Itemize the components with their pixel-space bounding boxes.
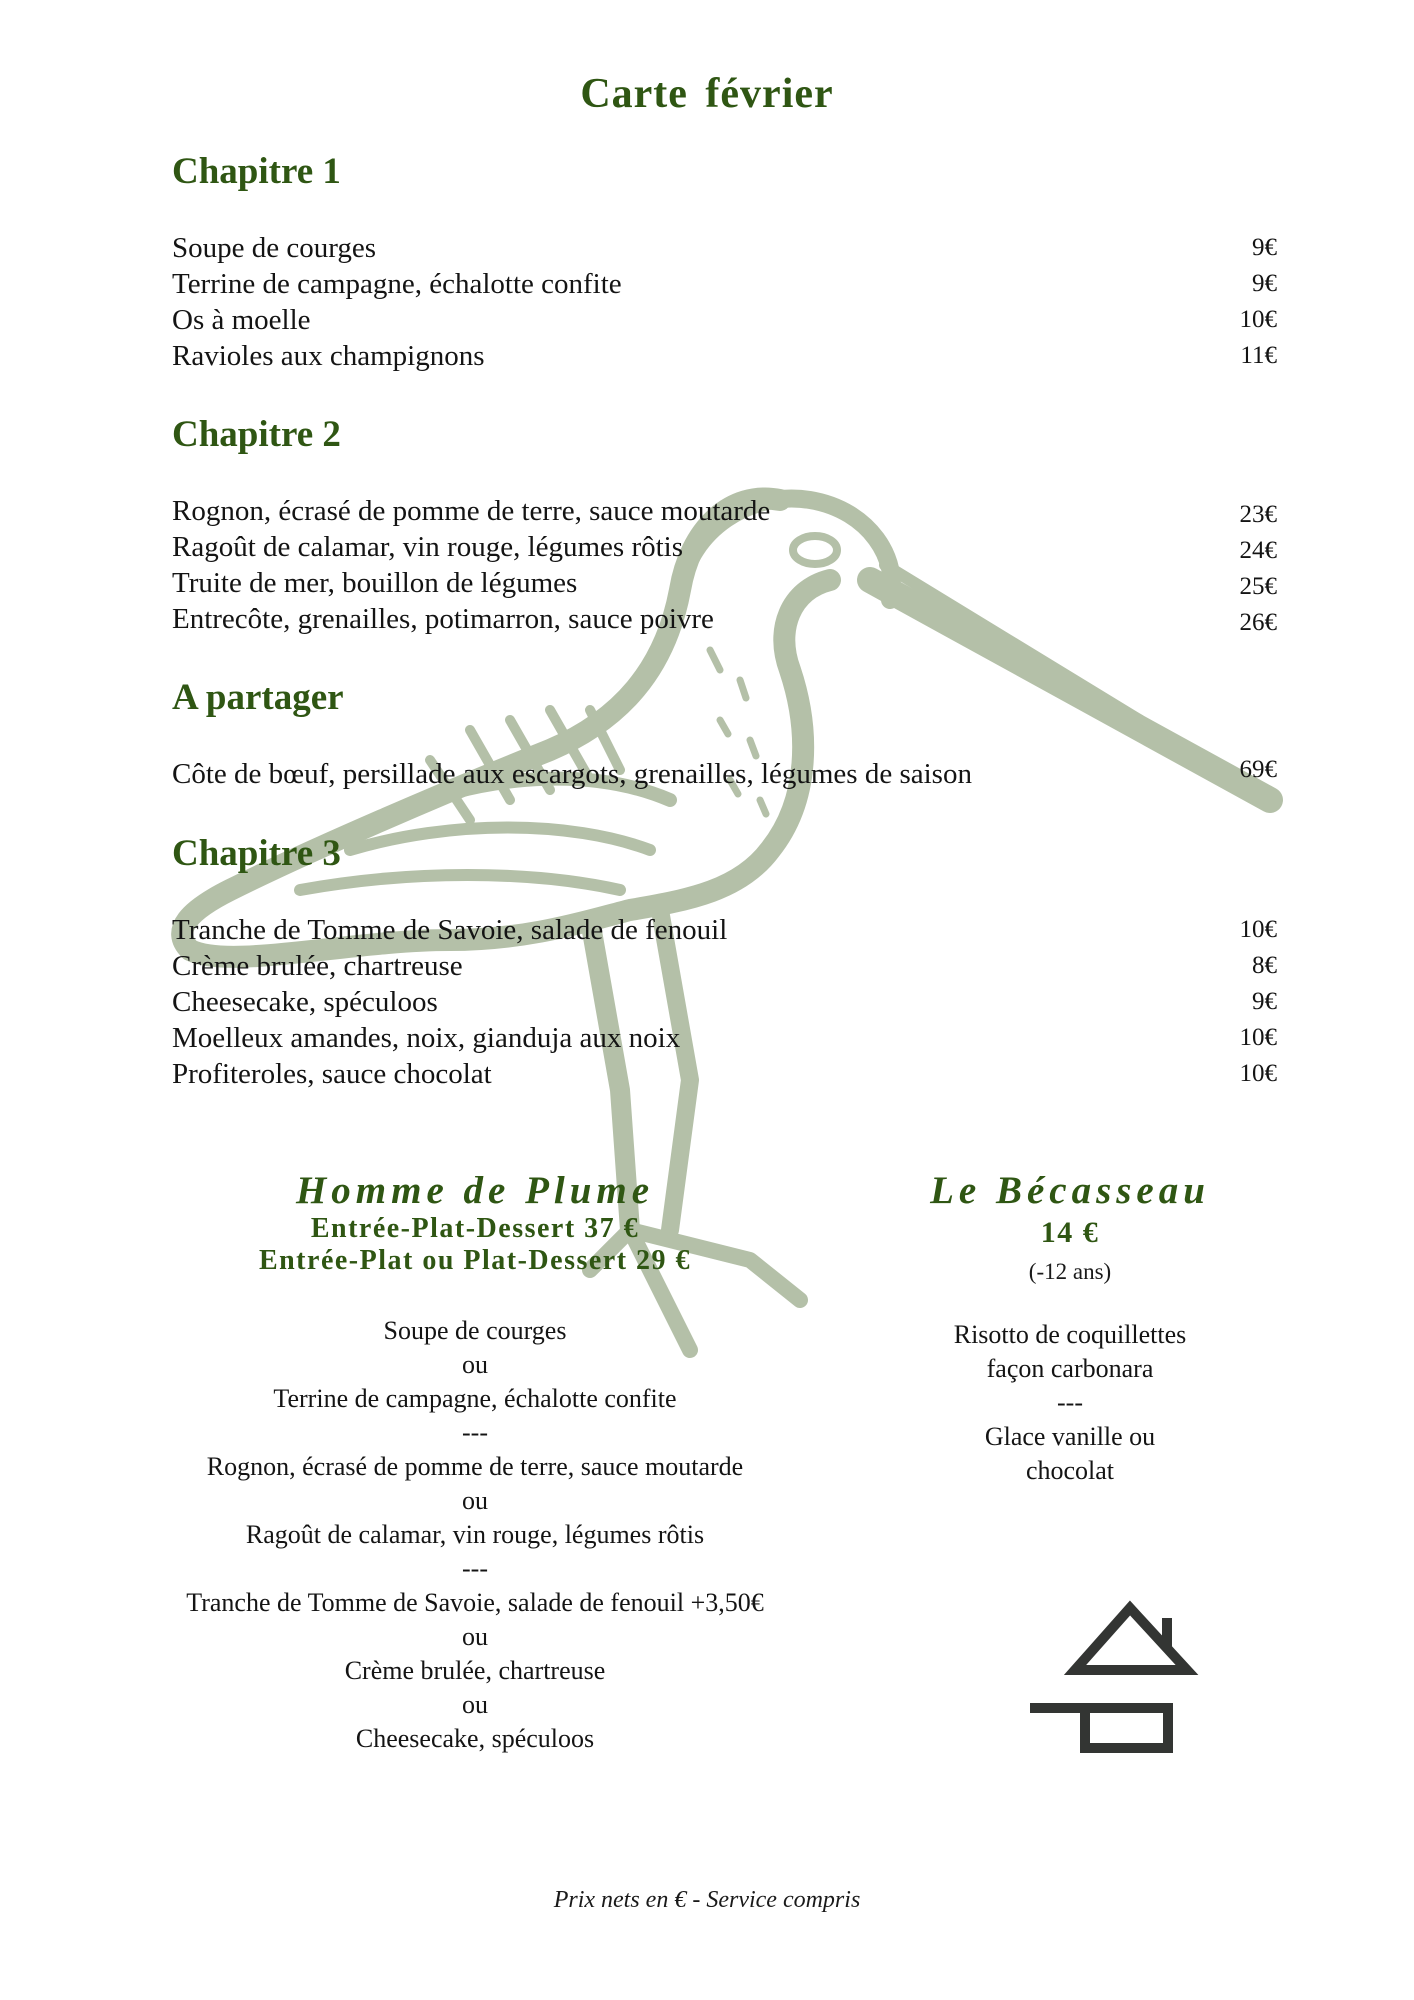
section-title-chapitre-2: Chapitre 2: [172, 414, 341, 455]
course-separator: ---: [462, 1554, 488, 1583]
course-line: Terrine de campagne, échalotte confite: [273, 1384, 677, 1413]
menu-item: [172, 268, 1277, 304]
section-title-a-partager: A partager: [172, 677, 344, 718]
item-name: Cheesecake, spéculoos: [172, 986, 438, 1018]
item-name: Ravioles aux champignons: [172, 340, 485, 372]
formula-homme-de-plume: [150, 1168, 800, 1277]
item-price: 10€: [1239, 306, 1277, 333]
menu-item: [172, 495, 1277, 531]
fait-maison-house-icon: [1020, 1600, 1210, 1760]
formula-age-note: (-12 ans): [1028, 1259, 1112, 1284]
course-line: chocolat: [1025, 1456, 1115, 1485]
course-line: Ragoût de calamar, vin rouge, légumes rôtis: [245, 1520, 705, 1549]
item-name: Os à moelle: [172, 304, 311, 336]
formula-price-two-courses: Entrée-Plat ou Plat-Dessert 29 €: [258, 1245, 692, 1276]
formula-le-becasseau: [900, 1168, 1240, 1285]
menu-item: [172, 914, 1277, 950]
course-separator: ou: [462, 1486, 488, 1515]
menu-item: [172, 340, 1277, 376]
course-line: Crème brulée, chartreuse: [344, 1656, 606, 1685]
item-price: 10€: [1239, 1060, 1277, 1087]
course-line: Cheesecake, spéculoos: [355, 1724, 595, 1753]
item-price: 8€: [1252, 952, 1277, 979]
item-name: Rognon, écrasé de pomme de terre, sauce moutarde: [172, 495, 771, 527]
item-name: Moelleux amandes, noix, gianduja aux noix: [172, 1022, 681, 1054]
course-separator: ou: [462, 1690, 488, 1719]
course-line: Risotto de coquillettes: [953, 1320, 1187, 1349]
course-separator: ---: [462, 1418, 488, 1447]
menu-item: [172, 304, 1277, 340]
course-line: Soupe de courges: [383, 1316, 567, 1345]
course-line: façon carbonara: [986, 1354, 1154, 1383]
menu-item: [172, 758, 1277, 794]
menu-item: [172, 950, 1277, 986]
item-price: 26€: [1239, 609, 1277, 636]
item-name: Crème brulée, chartreuse: [172, 950, 463, 982]
kids-course-list: [900, 1318, 1240, 1488]
menu-item: [172, 232, 1277, 268]
formula-course-list: [130, 1314, 820, 1756]
menu-item: [172, 567, 1277, 603]
footer-note: Prix nets en € - Service compris: [553, 1887, 861, 1913]
item-price: 23€: [1239, 501, 1277, 528]
section-title-chapitre-3: Chapitre 3: [172, 833, 341, 874]
formula-title: Homme de Plume: [295, 1169, 655, 1212]
menu-item: [172, 1058, 1277, 1094]
formula-title: Le Bécasseau: [930, 1169, 1210, 1212]
item-price: 25€: [1239, 573, 1277, 600]
course-line: Rognon, écrasé de pomme de terre, sauce moutarde: [206, 1452, 744, 1481]
item-name: Soupe de courges: [172, 232, 377, 264]
menu-item: [172, 1022, 1277, 1058]
page-title: Carte février: [580, 71, 834, 117]
course-separator: ---: [1057, 1388, 1083, 1417]
menu-item: [172, 603, 1277, 639]
item-price: 9€: [1252, 988, 1277, 1015]
item-price: 24€: [1239, 537, 1277, 564]
formula-price-three-courses: Entrée-Plat-Dessert 37 €: [310, 1213, 640, 1244]
item-price: 11€: [1240, 342, 1277, 369]
menu-item: [172, 531, 1277, 567]
item-name: Tranche de Tomme de Savoie, salade de fenouil: [172, 914, 728, 946]
item-name: Ragoût de calamar, vin rouge, légumes rôtis: [172, 531, 684, 563]
item-price: 9€: [1252, 234, 1277, 261]
course-line: Tranche de Tomme de Savoie, salade de fenouil +3,50€: [186, 1588, 764, 1617]
item-name: Côte de bœuf, persillade aux escargots, grenailles, légumes de saison: [172, 758, 972, 790]
item-price: 10€: [1239, 1024, 1277, 1051]
course-separator: ou: [462, 1350, 488, 1379]
section-title-chapitre-1: Chapitre 1: [172, 151, 341, 192]
item-price: 10€: [1239, 916, 1277, 943]
item-name: Entrecôte, grenailles, potimarron, sauce poivre: [172, 603, 714, 635]
item-name: Truite de mer, bouillon de légumes: [172, 567, 578, 599]
item-name: Terrine de campagne, échalotte confite: [172, 268, 622, 300]
course-separator: ou: [462, 1622, 488, 1651]
course-line: Glace vanille ou: [984, 1422, 1156, 1451]
formula-price: 14 €: [1040, 1216, 1100, 1249]
item-price: 69€: [1239, 756, 1277, 783]
item-name: Profiteroles, sauce chocolat: [172, 1058, 492, 1090]
menu-item: [172, 986, 1277, 1022]
item-price: 9€: [1252, 270, 1277, 297]
